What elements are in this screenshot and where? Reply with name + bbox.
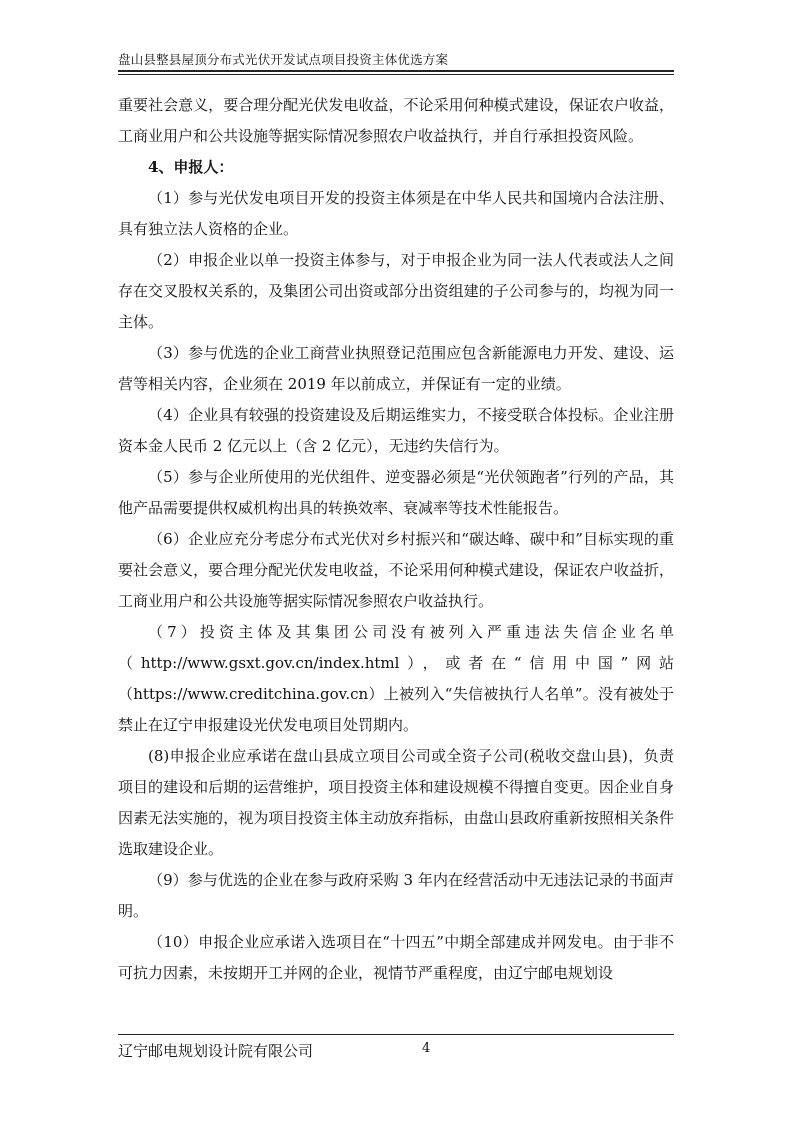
paragraph-continuation: 重要社会意义，要合理分配光伏发电收益，不论采用何种模式建设，保证农户收益，工商业用户和公共设施等据实际情况参照农户收益执行，并自行承担投资风险。 bbox=[118, 96, 674, 145]
paragraph-item-3: （3）参与优选的企业工商营业执照登记范围应包含新能源电力开发、建设、运营等相关内容，企业须在 2019 年以前成立，并保证有一定的业绩。 bbox=[118, 344, 674, 393]
running-header: 盘山县整县屋顶分布式光伏开发试点项目投资主体优选方案 bbox=[118, 52, 449, 67]
paragraph-item-4: （4）企业具有较强的投资建设及后期运维实力，不接受联合体投标。企业注册资本金人民币 2 亿元以上（含 2 亿元），无违约失信行为。 bbox=[118, 406, 674, 455]
paragraph-item-6: （6）企业应充分考虑分布式光伏对乡村振兴和“碳达峰、碳中和”目标实现的重要社会意义，要合理分配光伏发电收益，不论采用何种模式建设，保证农户收益折，工商业用户和公共设施等据实际情况参照农户收益执行。 bbox=[118, 530, 674, 610]
header-rule-thick bbox=[118, 70, 674, 72]
paragraph-item-10: （10）申报企业应承诺入选项目在“十四五”中期全部建成并网发电。由于非不可抗力因素，未按期开工并网的企业，视情节严重程度，由辽宁邮电规划设 bbox=[118, 933, 674, 982]
section-heading-applicant: 4、申报人： bbox=[148, 158, 234, 176]
header-rule-thin bbox=[118, 74, 674, 75]
paragraph-item-5: （5）参与企业所使用的光伏组件、逆变器必须是“光伏领跑者”行列的产品，其他产品需要提供权威机构出具的转换效率、衰减率等技术性能报告。 bbox=[118, 468, 674, 517]
paragraph-item-7: （7）投资主体及其集团公司没有被列入严重违法失信企业名单（http://www.gsxt.gov.cn/index.html），或者在“信用中国”网站（https://www.creditchina.gov.cn）上被列入“失信被执行人名单”。没有被处于禁止在辽宁申报建设光伏发电项目处罚期内。 bbox=[118, 623, 674, 734]
footer-rule bbox=[118, 1034, 674, 1035]
paragraph-item-1: （1）参与光伏发电项目开发的投资主体须是在中华人民共和国境内合法注册、具有独立法人资格的企业。 bbox=[118, 189, 674, 238]
paragraph-item-8: (8)申报企业应承诺在盘山县成立项目公司或全资子公司(税收交盘山县)，负责项目的建设和后期的运营维护，项目投资主体和建设规模不得擅自变更。因企业自身因素无法实施的，视为项目投资主体主动放弃指标，由盘山县政府重新按照相关条件选取建设企业。 bbox=[118, 747, 674, 858]
paragraph-item-9: （9）参与优选的企业在参与政府采购 3 年内在经营活动中无违法记录的书面声明。 bbox=[118, 871, 674, 920]
page-number: 4 bbox=[422, 1041, 431, 1056]
paragraph-item-2: （2）申报企业以单一投资主体参与，对于申报企业为同一法人代表或法人之间存在交叉股权关系的，及集团公司出资或部分出资组建的子公司参与的，均视为同一主体。 bbox=[118, 251, 674, 331]
document-body bbox=[118, 90, 674, 989]
footer-company: 辽宁邮电规划设计院有限公司 bbox=[118, 1042, 314, 1060]
